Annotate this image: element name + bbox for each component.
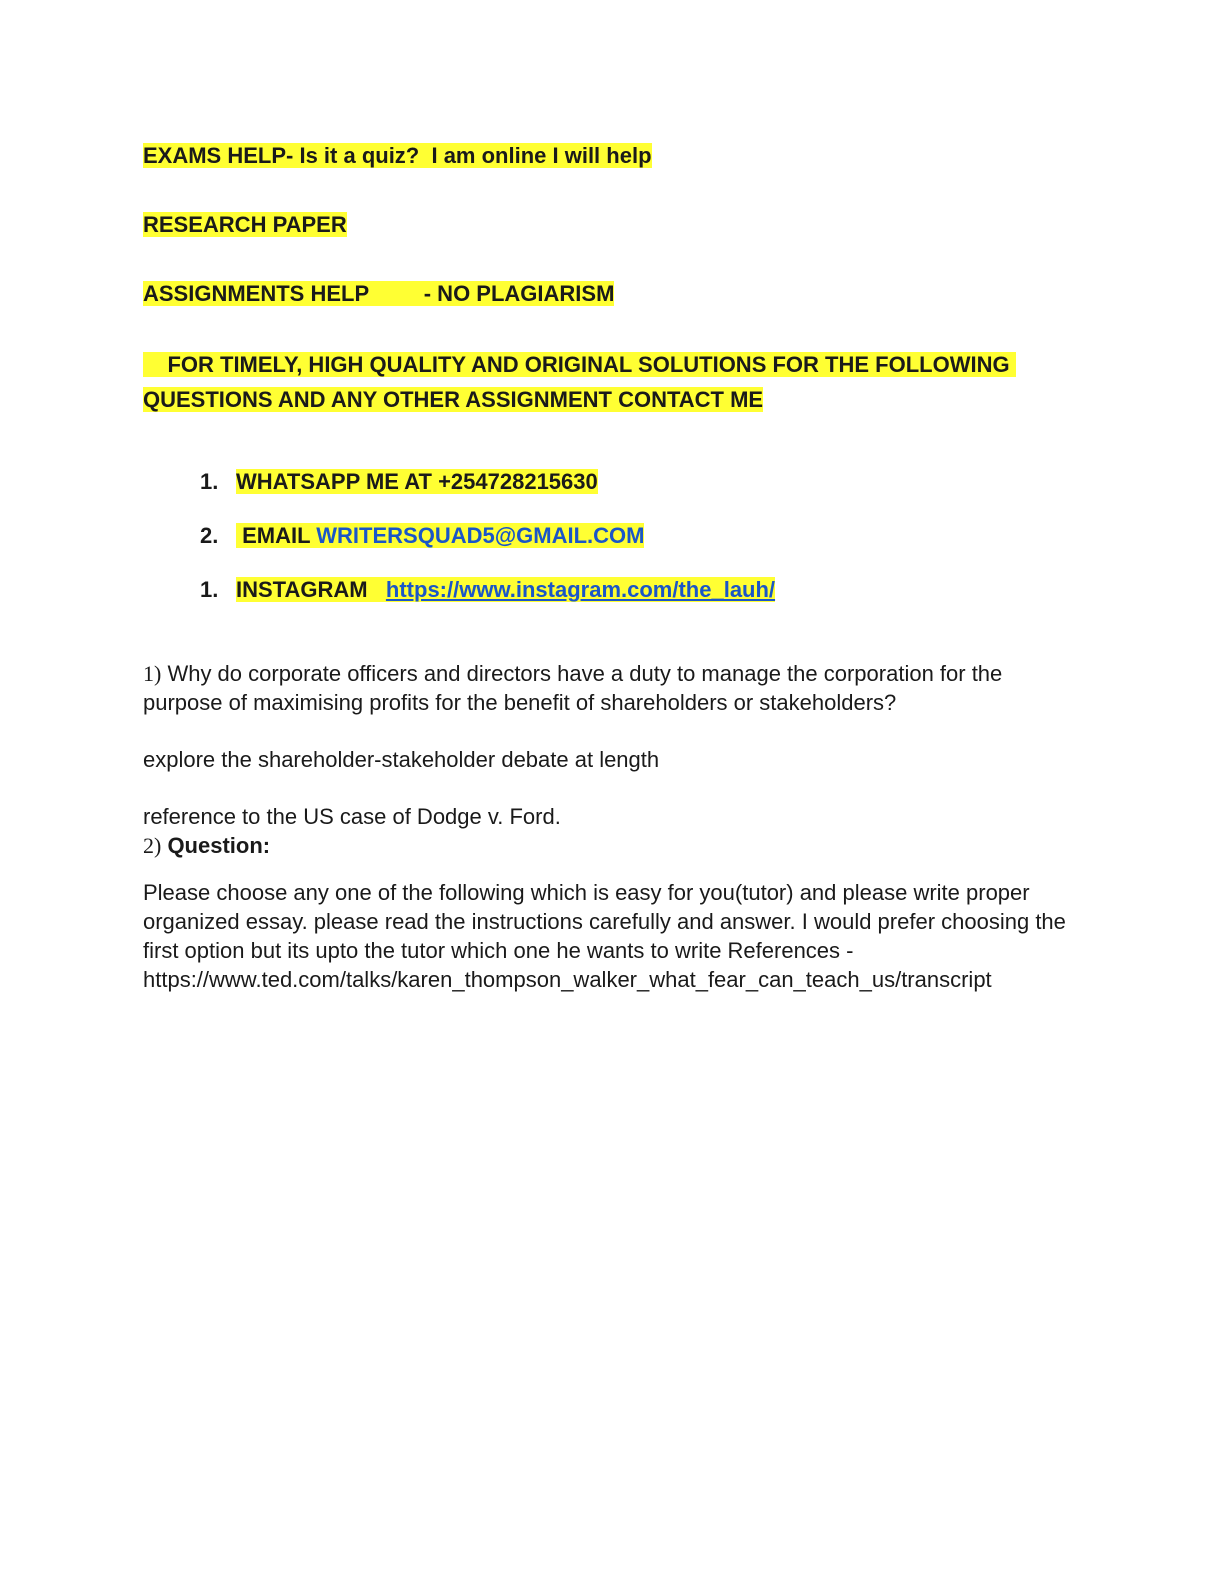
contact-call-to-action: FOR TIMELY, HIGH QUALITY AND ORIGINAL SOLUTIONS FOR THE FOLLOWING QUESTIONS AND ANY OTHER ASSIGNMENT CONTACT ME (143, 352, 1016, 412)
instagram-link[interactable]: https://www.instagram.com/the_lauh/ (385, 577, 776, 602)
question-1-instruction: explore the shareholder-stakeholder debate at length (143, 747, 660, 772)
question-1-reference: reference to the US case of Dodge v. Ford. (143, 804, 561, 829)
question-1-text: 1) Why do corporate officers and directors have a duty to manage the corporation for the purpose of maximising profits for the benefit of shareholders or stakeholders? (143, 661, 1003, 715)
contact-item-instagram: 1. INSTAGRAM https://www.instagram.com/the_lauh/ (200, 577, 776, 602)
email-link[interactable]: WRITERSQUAD5@GMAIL.COM (316, 523, 645, 548)
contact-item-whatsapp: 1. WHATSAPP ME AT +254728215630 (200, 469, 598, 494)
research-paper-heading: RESEARCH PAPER (143, 212, 347, 237)
question-2-label: 2) Question: (143, 833, 271, 858)
assignments-help-heading: ASSIGNMENTS HELP - NO PLAGIARISM (143, 281, 615, 306)
contact-item-email: 2. EMAIL WRITERSQUAD5@GMAIL.COM (200, 523, 645, 548)
question-2-text: Please choose any one of the following which is easy for you(tutor) and please write proper organized essay. please read the instructions carefully and answer. I would prefer choosing the first option but its upto the tutor which one he wants to write References - https://www.ted.com/talks/karen_thompson_walker_what_fear_can_teach_us/transcript (143, 880, 1066, 992)
exams-help-heading: EXAMS HELP- Is it a quiz? I am online I will help (143, 143, 652, 168)
